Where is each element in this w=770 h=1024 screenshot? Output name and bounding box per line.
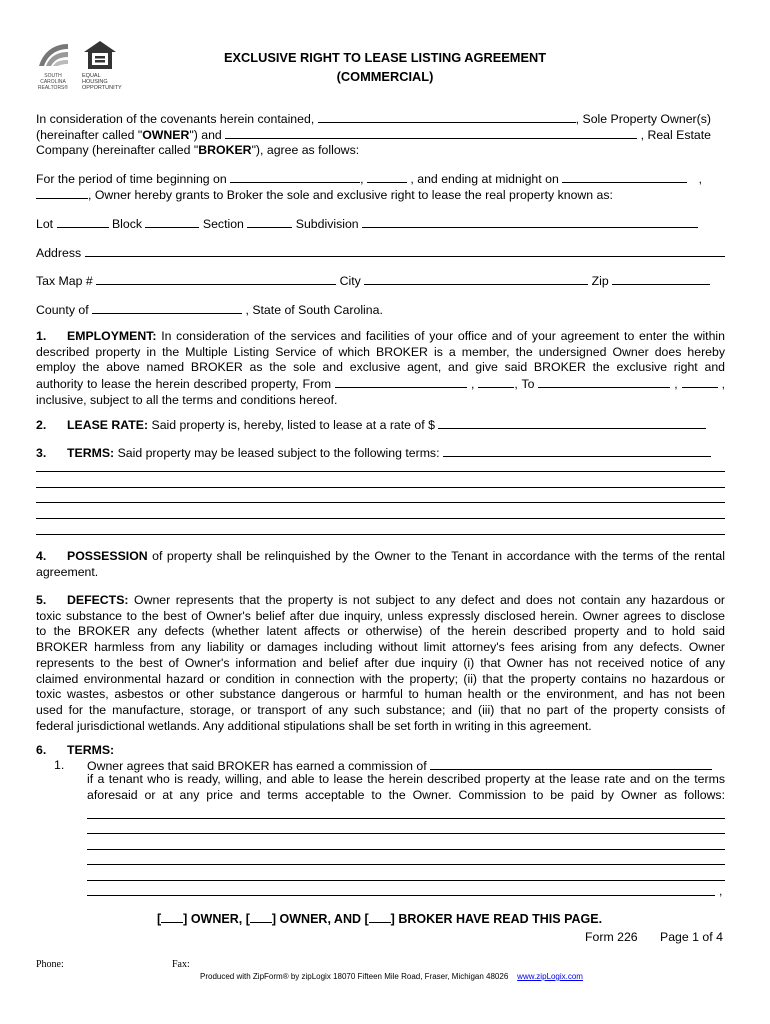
section-field[interactable]: [247, 216, 292, 228]
city-field[interactable]: [364, 273, 588, 285]
intro-line-1: In consideration of the covenants herein contained, , Sole Property Owner(s): [36, 112, 711, 126]
intro-line-2: (hereinafter called "OWNER") and , Real Estate: [36, 128, 712, 142]
footer-phone: Phone:: [36, 959, 64, 970]
document-subtitle: (COMMERCIAL): [336, 69, 434, 84]
commission-terms-line-3[interactable]: [87, 849, 725, 850]
ending-year-field[interactable]: [36, 187, 88, 199]
period-line-2: , Owner hereby grants to Broker the sole and exclusive right to lease the real property known as:: [36, 187, 613, 203]
footer-produced: Produced with ZipForm® by zipLogix 18070 Fifteen Mile Road, Fraser, Michigan 48026 www.zipLogix.com: [200, 972, 583, 981]
terms-line-3[interactable]: [36, 502, 725, 503]
terms-line-2[interactable]: [36, 487, 725, 488]
end-comma: ,: [719, 884, 723, 898]
beginning-year-field[interactable]: [367, 171, 407, 183]
realtors-text: SOUTH CAROLINA REALTORS®: [37, 73, 69, 91]
county-field[interactable]: [92, 302, 242, 314]
terms-field[interactable]: [443, 445, 711, 457]
section-6-heading: 6. TERMS:: [36, 743, 115, 757]
owner-name-field[interactable]: [318, 111, 576, 123]
footer-fax: Fax:: [172, 959, 190, 970]
terms-line-1[interactable]: [36, 471, 725, 472]
from-year-field[interactable]: [478, 376, 514, 388]
section-6-text: if a tenant who is ready, willing, and able to lease the herein described property at the lease rate and on the terms aforesaid or at any price and terms acceptable to the Owner. Commission to be paid by Owner as follows:: [87, 772, 725, 802]
block-field[interactable]: [145, 216, 199, 228]
subdivision-field[interactable]: [362, 216, 698, 228]
lot-field[interactable]: [57, 216, 109, 228]
to-year-field[interactable]: [682, 376, 718, 388]
section-1-employment: 1. EMPLOYMENT: In consideration of the services and facilities of your office and of your agreement to enter the within described property in the Multiple Listing Service of which BROKER is a member, the undersigned Owner does hereby employ the above named BROKER as the sole and exclusive agent, and give said BROKER the exclusive right and authority to lease the herein described property, From , , To , , inclusive, subject to all the terms and conditions hereof.: [36, 329, 726, 407]
terms-line-5[interactable]: [36, 534, 725, 535]
broker-initials-field[interactable]: [369, 911, 391, 923]
lot-line: Lot Block Section Subdivision: [36, 216, 698, 232]
period-line-1: For the period of time beginning on , , and ending at midnight on ,: [36, 172, 703, 186]
commission-terms-line-1[interactable]: [87, 818, 725, 819]
real-estate-company-field[interactable]: [225, 127, 637, 139]
intro-line-3: Company (hereinafter called "BROKER"), agree as follows:: [36, 143, 360, 157]
page-number: Page 1 of 4: [660, 930, 723, 944]
equal-housing-text-2: OPPORTUNITY: [82, 85, 122, 91]
commission-terms-line-4[interactable]: [87, 864, 725, 865]
commission-terms-line-6[interactable]: [87, 895, 715, 896]
document-title: EXCLUSIVE RIGHT TO LEASE LISTING AGREEMENT: [223, 50, 547, 65]
commission-terms-line-2[interactable]: [87, 833, 725, 834]
taxmap-line: Tax Map # City Zip: [36, 273, 710, 289]
ziplogix-link[interactable]: www.zipLogix.com: [517, 972, 583, 981]
county-line: County of , State of South Carolina.: [36, 303, 383, 317]
tax-map-field[interactable]: [96, 273, 336, 285]
section-4-possession: 4. POSSESSION of property shall be relinquished by the Owner to the Tenant in accordance with the terms of the rental agreement.: [36, 549, 725, 579]
equal-housing-text-1: EQUAL HOUSING: [82, 73, 108, 85]
lease-rate-field[interactable]: [438, 417, 706, 429]
beginning-date-field[interactable]: [230, 171, 360, 183]
address-line: Address: [36, 245, 725, 261]
section-5-defects: 5. DEFECTS: Owner represents that the property is not subject to any defect and does not contain any hazardous or toxic substance to the best of Owner's belief after due inquiry, unless expressly disclosed herein. Owner agrees to disclose to the BROKER any defects (whether latent affects or otherwise) of the herein described property and to hold said BROKER harmless from any liability or damages including without limit attorney's fees arising from any defects. Owner represents to the best of Owner's information and belief after due inquiry (i) that Owner has not received notice of any claimed environmental hazard or condition in connection with the property; (ii) that the property contains no hazardous or toxic wastes, asbestos or other substance dangerous or harmful to human health or the environment, and has not been used for the manufacture, storage, or transport of any such substance; and (iii) that no part of the property consists of federal jurisdictional wetlands. Any additional stipulations shall be set forth in writing in this agreement.: [36, 593, 725, 733]
commission-line: Owner agrees that said BROKER has earned a commission of: [87, 758, 712, 774]
section-6-sub-number: 1.: [54, 758, 65, 772]
ending-date-field[interactable]: [562, 171, 687, 183]
commission-field[interactable]: [430, 758, 712, 770]
address-field[interactable]: [85, 245, 725, 257]
to-date-field[interactable]: [538, 376, 670, 388]
owner-initials-2-field[interactable]: [250, 911, 272, 923]
zip-field[interactable]: [612, 273, 710, 285]
terms-line-4[interactable]: [36, 518, 725, 519]
initials-line: [ ] OWNER, [ ] OWNER, AND [ ] BROKER HAVE READ THIS PAGE.: [157, 912, 603, 926]
from-date-field[interactable]: [335, 376, 467, 388]
commission-terms-line-5[interactable]: [87, 880, 725, 881]
owner-initials-1-field[interactable]: [161, 911, 183, 923]
section-2-lease-rate: 2. LEASE RATE: Said property is, hereby, listed to lease at a rate of $: [36, 417, 706, 433]
section-3-terms: 3. TERMS: Said property may be leased subject to the following terms:: [36, 445, 711, 461]
form-number: Form 226: [585, 930, 638, 944]
